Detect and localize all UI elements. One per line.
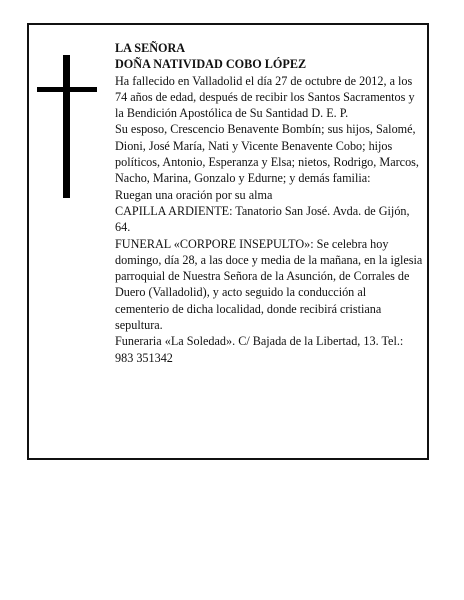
cross-horizontal-bar xyxy=(37,87,97,92)
cross-icon xyxy=(37,55,97,198)
death-notice: Ha fallecido en Valladolid el día 27 de octubre de 2012, a los 74 años de edad, después de recibir los Santos Sacramentos y la Bendición Apostólica de Su Santidad D. E. P. xyxy=(115,73,415,121)
obituary-title: LA SEÑORA xyxy=(115,41,186,55)
funeral-home-info: Funeraria «La Soledad». C/ Bajada de la Libertad, 13. Tel.: 983 351342 xyxy=(115,334,404,365)
prayer-request: Ruegan una oración por su alma xyxy=(115,187,273,202)
funeral-info: FUNERAL «CORPORE INSEPULTO»: Se celebra hoy domingo, día 28, a las doce y media de la mañana, en la iglesia parroquial de Nuestra Señora de la Asunción, de Corrales de Duero (Valladolid), y acto seguido la conducción al cementerio de dicha localidad, donde recibirá cristiana sepultura. xyxy=(115,236,423,333)
deceased-name: DOÑA NATIVIDAD COBO LÓPEZ xyxy=(115,57,307,72)
cross-vertical-bar xyxy=(63,55,70,198)
family-list: Su esposo, Crescencio Benavente Bombín; sus hijos, Salomé, Dioni, José María, Nati y Vicente Benavente Cobo; hijos políticos, Antonio, Esperanza y Elsa; nietos, Rodrigo, Marcos, Nacho, Marina, Gonzalo y Edurne; y demás familia: xyxy=(115,122,419,186)
obituary-text xyxy=(115,40,423,366)
chapel-info: CAPILLA ARDIENTE: Tanatorio San José. Avda. de Gijón, 64. xyxy=(115,203,410,235)
